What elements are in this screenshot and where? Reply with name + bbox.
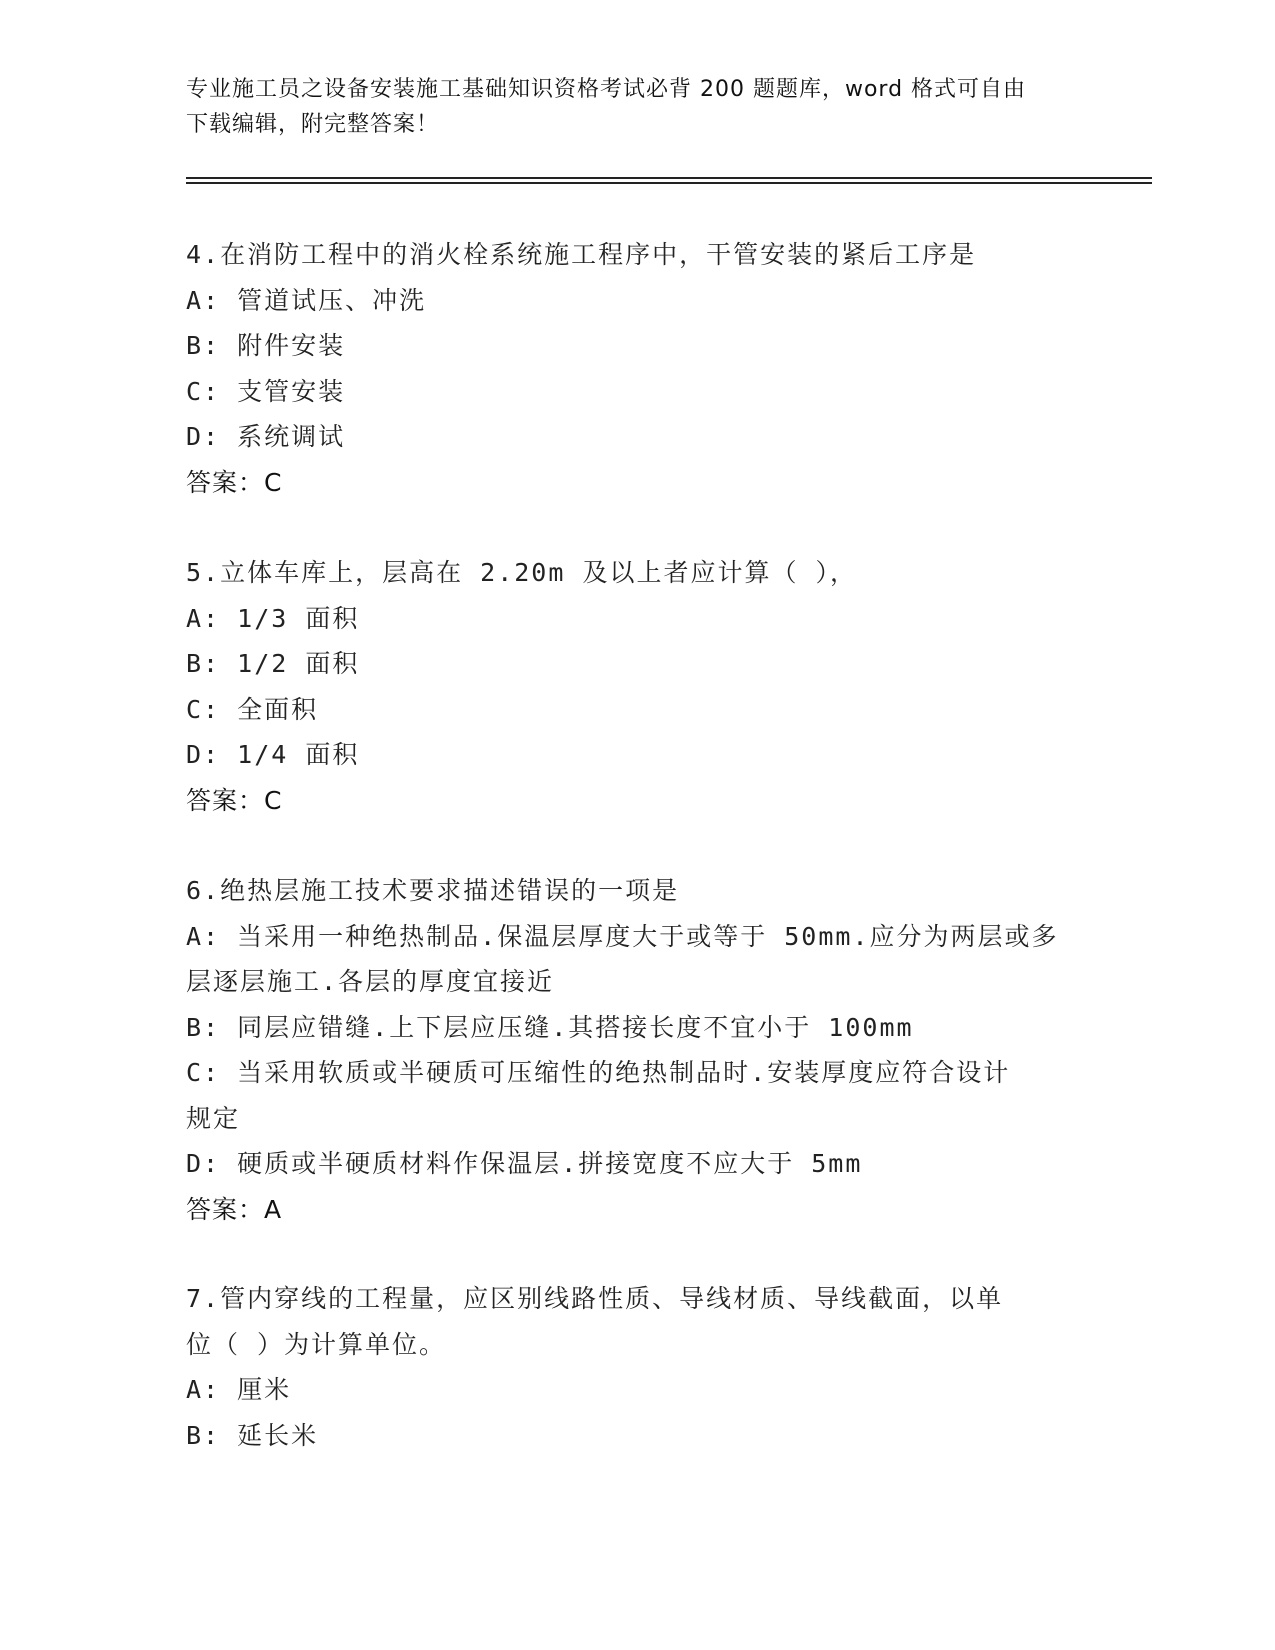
question-4-option-b: B: 附件安装 — [186, 331, 346, 360]
question-6-option-d: D: 硬质或半硬质材料作保温层.拼接宽度不应大于 5mm — [186, 1149, 863, 1178]
question-7-stem-cont: 位（ ）为计算单位。 — [186, 1329, 447, 1359]
question-5-option-d: D: 1/4 面积 — [186, 740, 360, 769]
question-5-option-c: C: 全面积 — [186, 694, 319, 724]
question-7-stem: 7.管内穿线的工程量，应区别线路性质、导线材质、导线截面，以单 — [186, 1284, 1004, 1313]
question-4-answer: 答案：C — [186, 467, 283, 497]
question-6 — [186, 868, 1086, 1232]
question-4 — [186, 232, 1086, 505]
question-5 — [186, 550, 1086, 823]
question-4-option-c: C: 支管安装 — [186, 376, 346, 406]
question-6-stem: 6.绝热层施工技术要求描述错误的一项是 — [186, 876, 680, 905]
question-6-option-a: A: 当采用一种绝热制品.保温层厚度大于或等于 50mm.应分为两层或多 — [186, 921, 1059, 951]
document-header — [186, 72, 1066, 142]
question-5-stem: 5.立体车库上，层高在 2.20m 及以上者应计算（ ）， — [186, 558, 858, 587]
question-5-answer: 答案：C — [186, 785, 283, 815]
header-line-1: 专业施工员之设备安装施工基础知识资格考试必背 200 题题库，word 格式可自由 — [186, 77, 1027, 102]
question-6-option-c: C: 当采用软质或半硬质可压缩性的绝热制品时.安装厚度应符合设计 — [186, 1058, 1011, 1087]
question-7-option-b: B: 延长米 — [186, 1420, 319, 1450]
question-6-option-c-cont: 规定 — [186, 1103, 241, 1133]
question-7 — [186, 1276, 1086, 1458]
question-6-answer: 答案：A — [186, 1194, 283, 1224]
question-5-option-a: A: 1/3 面积 — [186, 603, 360, 633]
header-divider-bottom — [186, 182, 1152, 184]
header-divider-top — [186, 177, 1152, 179]
question-4-option-d: D: 系统调试 — [186, 422, 346, 451]
question-7-option-a: A: 厘米 — [186, 1375, 292, 1404]
question-4-stem: 4.在消防工程中的消火栓系统施工程序中，干管安装的紧后工序是 — [186, 240, 977, 269]
question-5-option-b: B: 1/2 面积 — [186, 649, 360, 678]
question-4-option-a: A: 管道试压、冲洗 — [186, 285, 427, 315]
question-6-option-a-cont: 层逐层施工.各层的厚度宜接近 — [186, 967, 555, 996]
header-line-2: 下载编辑，附完整答案！ — [186, 112, 440, 137]
question-6-option-b: B: 同层应错缝.上下层应压缝.其搭接长度不宜小于 100mm — [186, 1012, 914, 1042]
